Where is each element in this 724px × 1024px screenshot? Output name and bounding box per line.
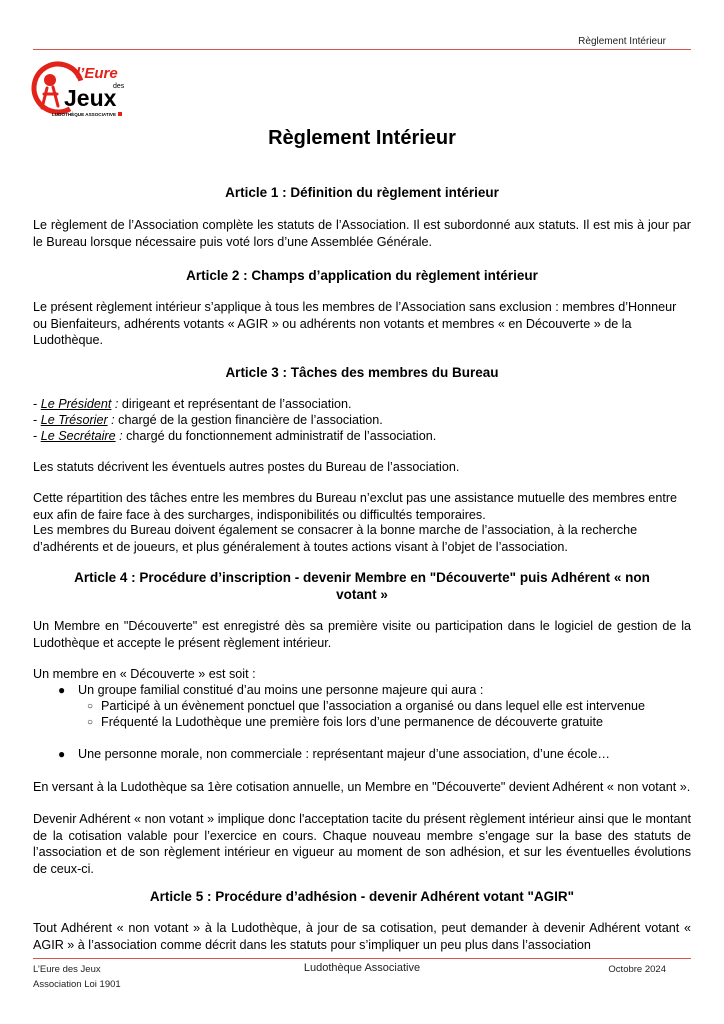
association-logo	[30, 56, 130, 132]
article-3-para-3: Les membres du Bureau doivent également se consacrer à la bonne marche de l’association, à la recherche d’adhérents et de joueurs, et plus généralement à toutes actions visant à l’objet de l’association.	[33, 523, 638, 554]
sub-bullet-icon: ○	[87, 717, 94, 728]
sub-item-first-visit: Fréquenté la Ludothèque une première fois lors d’une permanence de découverte gratuite	[101, 715, 603, 729]
role-name: Le Président	[40, 397, 112, 411]
list-item-family: Un groupe familial constitué d’au moins une personne majeure qui aura :	[78, 683, 484, 697]
article-4-heading: Article 4 : Procédure d’inscription - devenir Membre en "Découverte" puis Adhérent « non votant »	[74, 570, 650, 602]
article-3-para-1: Les statuts décrivent les éventuels autres postes du Bureau de l’association.	[33, 460, 460, 474]
svg-text:LUDOTHÈQUE ASSOCIATIVE: LUDOTHÈQUE ASSOCIATIVE	[52, 112, 117, 117]
footer-org-name: L’Eure des Jeux	[33, 964, 101, 975]
role-desc: chargé de la gestion financière de l’association.	[114, 413, 383, 427]
svg-text:l’Eure: l’Eure	[76, 65, 118, 82]
svg-text:Jeux: Jeux	[64, 85, 117, 111]
article-4-para-3: En versant à la Ludothèque sa 1ère cotisation annuelle, un Membre en "Découverte" devient Adhérent « non votant ».	[33, 780, 691, 794]
role-colon: :	[111, 397, 119, 411]
role-name: Le Trésorier	[40, 413, 108, 427]
article-3-para-2: Cette répartition des tâches entre les membres du Bureau n’exclut pas une assistance mutuelle des membres entre eux afin de faire face à des surcharges, indisponibilités ou difficultés temporaires.	[33, 491, 678, 522]
sub-item-event: Participé à un évènement ponctuel que l’association a organisé ou dans lequel elle est intervenue	[101, 699, 645, 713]
article-2-text: Le présent règlement intérieur s’applique à tous les membres de l’Association sans exclusion : membres d’Honneur ou Bienfaiteurs, adhérents votants « AGIR » ou adhérents non votants et membres « en Découverte » de la Ludothèque.	[33, 300, 677, 347]
document-title: Règlement Intérieur	[268, 127, 456, 149]
article-4-para-2: Un membre en « Découverte » est soit :	[33, 667, 256, 681]
role-dash: -	[33, 429, 41, 443]
role-desc: chargé du fonctionnement administratif de l’association.	[122, 429, 437, 443]
article-1-text: Le règlement de l’Association complète les statuts de l’Association. Il est subordonné aux statuts. Il est mis à jour par le Bureau lorsque nécessaire puis voté lors d’une Assemblée Générale.	[33, 218, 691, 249]
bureau-role-president	[33, 396, 691, 413]
article-4-para-1: Un Membre en "Découverte" est enregistré dès sa première visite ou participation dans le logiciel de gestion de la Ludothèque et accepte le présent règlement intérieur.	[33, 619, 691, 650]
role-colon: :	[107, 413, 115, 427]
bureau-role-tresorier	[33, 412, 691, 429]
footer-org-status: Association Loi 1901	[33, 979, 121, 990]
header-rule	[33, 49, 691, 50]
role-dash: -	[33, 397, 41, 411]
running-header: Règlement Intérieur	[578, 36, 666, 47]
role-colon: :	[115, 429, 123, 443]
footer-center: Ludothèque Associative	[303, 962, 421, 974]
bullet-icon: ●	[58, 747, 66, 761]
bureau-role-secretaire	[33, 428, 691, 445]
sub-bullet-icon: ○	[87, 701, 94, 712]
article-5-heading: Article 5 : Procédure d’adhésion - devenir Adhérent votant "AGIR"	[149, 889, 575, 904]
bullet-icon: ●	[58, 683, 66, 697]
article-3-heading: Article 3 : Tâches des membres du Bureau	[225, 365, 499, 380]
article-5-para-1: Tout Adhérent « non votant » à la Ludothèque, à jour de sa cotisation, peut demander à devenir Adhérent votant « AGIR » à l’association comme décrit dans les statuts pour s’impliquer un peu plus dans l’association	[33, 921, 691, 952]
svg-text:des: des	[113, 83, 125, 90]
role-desc: dirigeant et représentant de l’association.	[118, 397, 352, 411]
article-4-para-4: Devenir Adhérent « non votant » implique donc l'acceptation tacite du présent règlement intérieur ainsi que le montant de la cotisation valable pour l’exercice en cours. Chaque nouveau membre s’engage sur la base des statuts de l’association et de son règlement intérieur en vigueur au moment de son adhésion, et sur les éventuelles évolutions de ceux-ci.	[33, 812, 691, 876]
footer-date: Octobre 2024	[608, 964, 666, 975]
role-name: Le Secrétaire	[40, 429, 116, 443]
footer-rule	[33, 958, 691, 959]
list-item-legal-entity: Une personne morale, non commerciale : représentant majeur d’une association, d’une école…	[78, 747, 611, 761]
role-dash: -	[33, 413, 41, 427]
article-1-heading: Article 1 : Définition du règlement intérieur	[225, 185, 499, 200]
article-2-heading: Article 2 : Champs d’application du règlement intérieur	[186, 268, 538, 283]
